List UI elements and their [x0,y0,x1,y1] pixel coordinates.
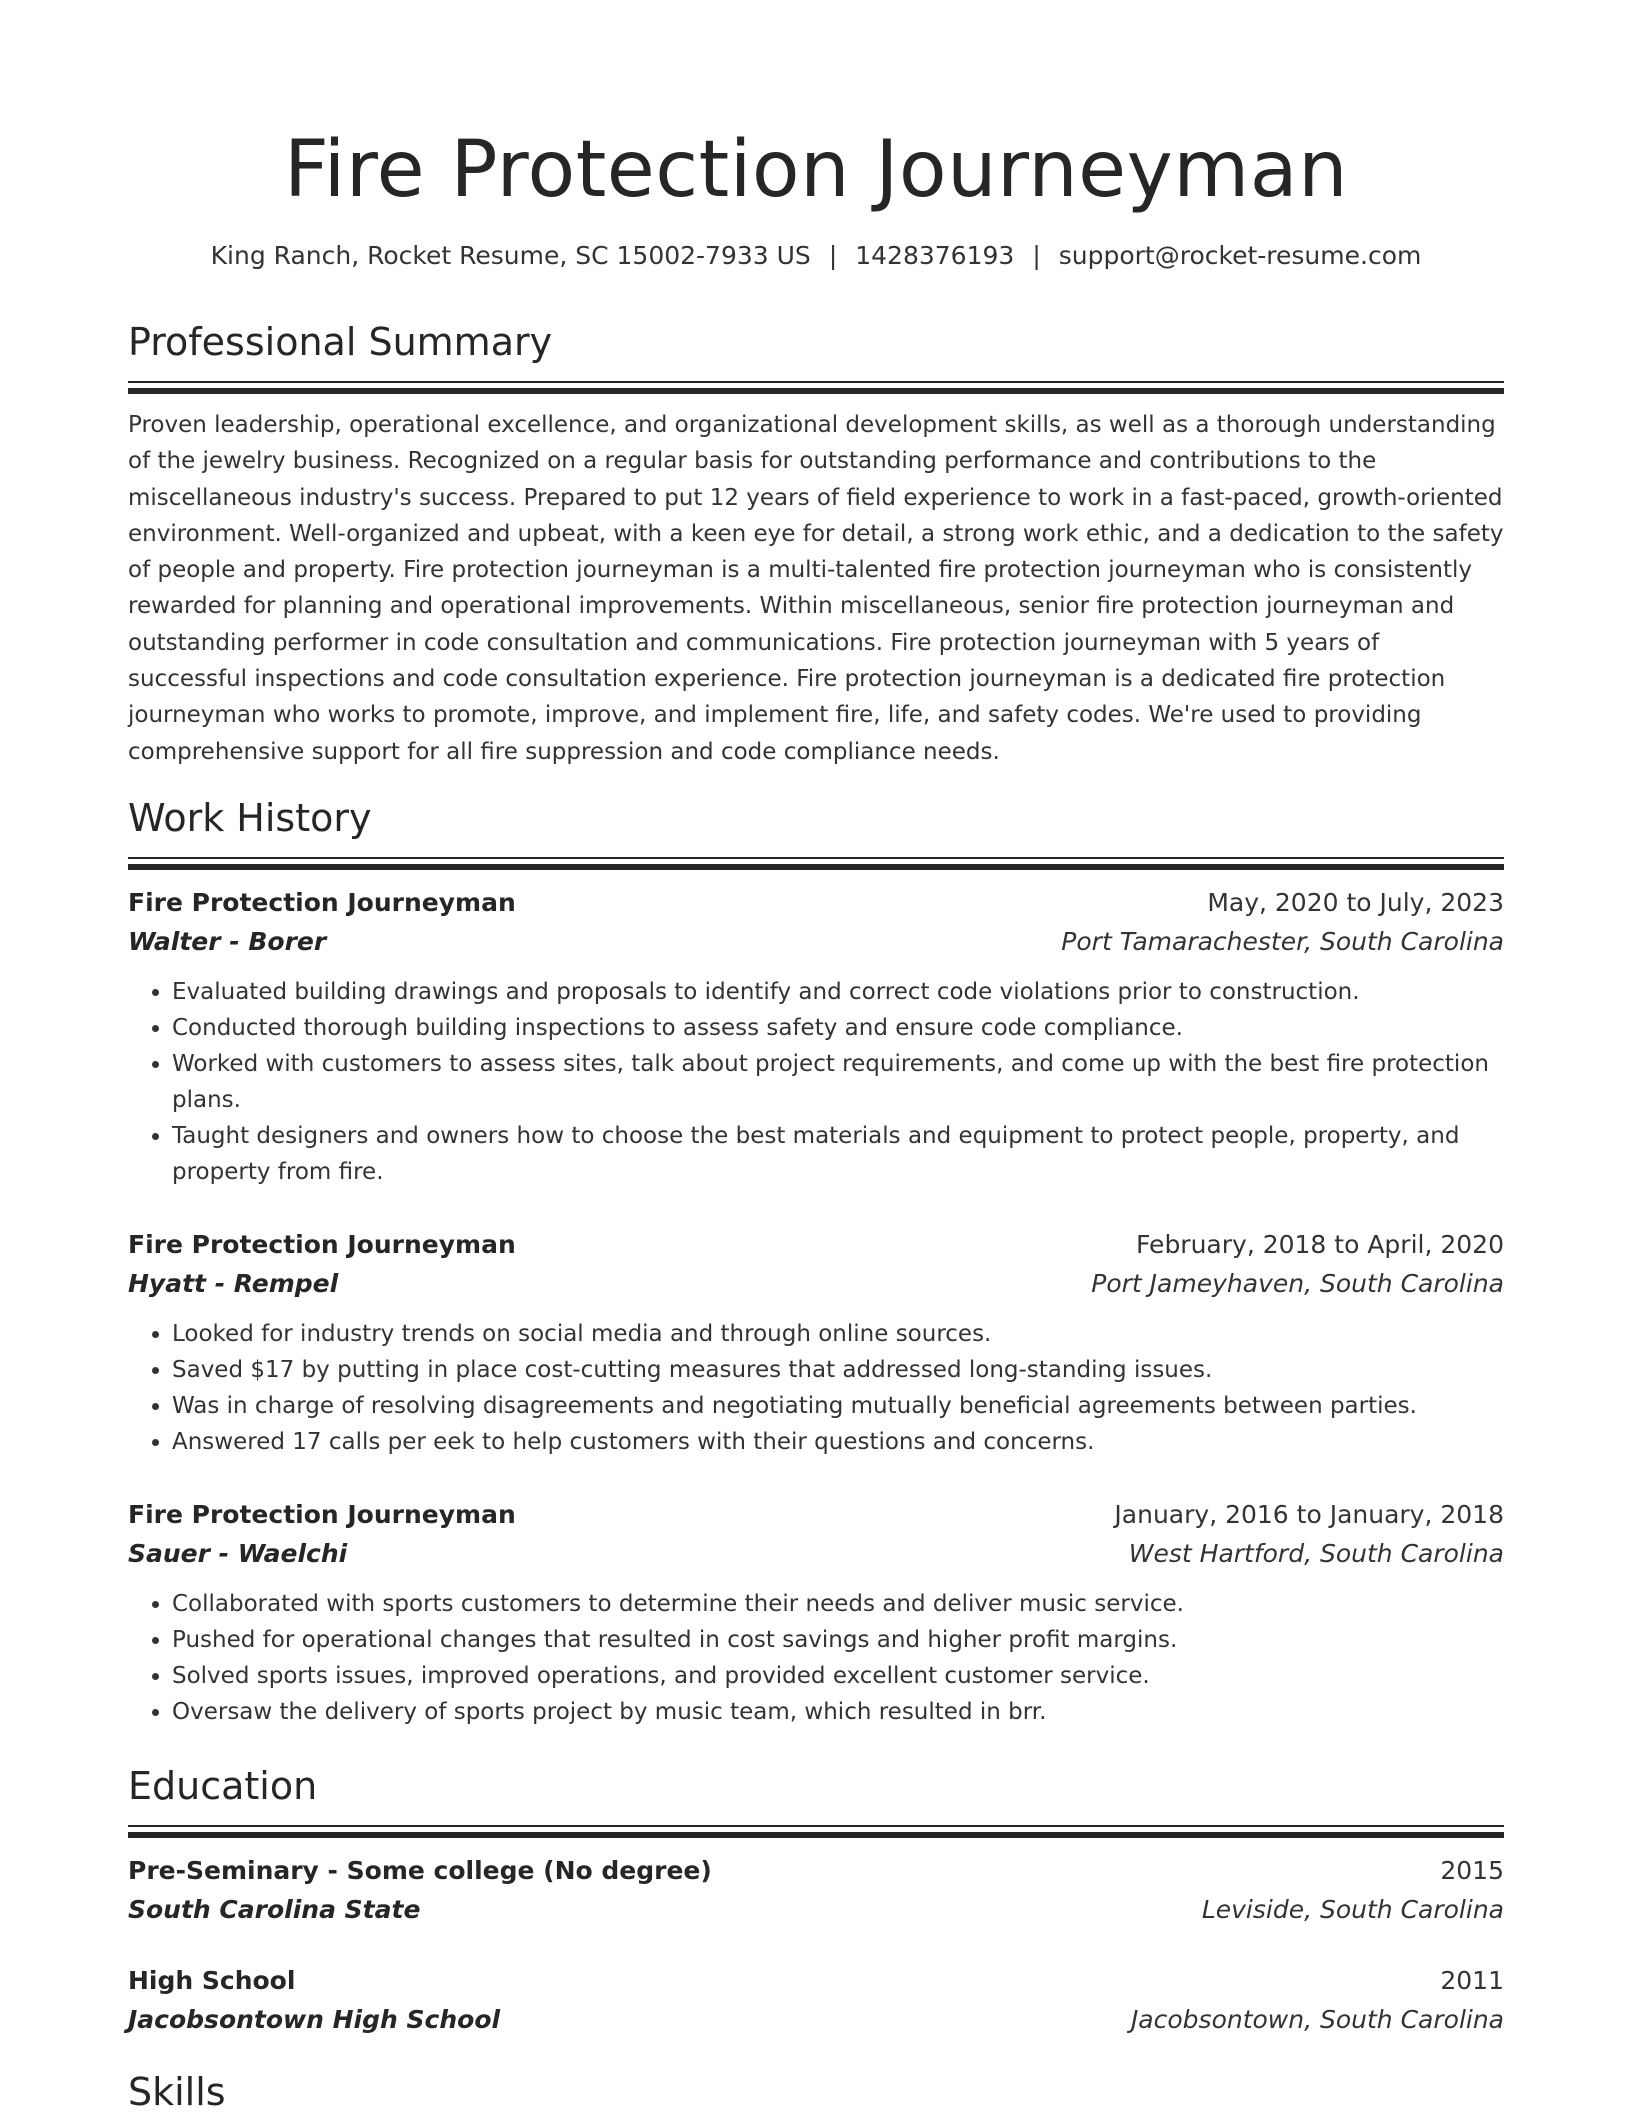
education-location: Jacobsontown, South Carolina [1130,2005,1504,2034]
education-location: Leviside, South Carolina [1201,1895,1504,1924]
job-bullet: • Solved sports issues, improved operations, and provided excellent customer service. [172,1658,1504,1694]
job-title: Fire Protection Journeyman [128,888,516,917]
education-school: Jacobsontown High School [128,2005,501,2034]
job-title: Fire Protection Journeyman [128,1500,516,1529]
job-bullet: • Conducted thorough building inspections to assess safety and ensure code compliance. [172,1010,1504,1046]
job-bullet: • Collaborated with sports customers to determine their needs and deliver music service. [172,1586,1504,1622]
job-title: Fire Protection Journeyman [128,1230,516,1259]
skills-heading: Skills [128,2070,226,2114]
job-employer: Walter - Borer [128,927,327,956]
job-bullet-list [128,974,1504,1191]
work-history-section [128,792,1504,863]
education-school: South Carolina State [128,1895,421,1924]
section-divider [128,381,1504,387]
job-dates: January, 2016 to January, 2018 [1114,1500,1504,1529]
education-heading: Education [128,1764,318,1808]
job-location: West Hartford, South Carolina [1128,1539,1504,1568]
education-entry [128,1962,1504,2040]
education-section [128,1760,1504,1831]
summary-heading: Professional Summary [128,320,553,364]
job-employer: Hyatt - Rempel [128,1269,339,1298]
job-dates: February, 2018 to April, 2020 [1136,1230,1504,1259]
job-bullet: • Evaluated building drawings and proposals to identify and correct code violations prior to construction. [172,974,1504,1010]
skills-section [128,2066,1504,2118]
job-location: Port Jameyhaven, South Carolina [1091,1269,1504,1298]
job-entry [128,1496,1504,1730]
education-year: 2015 [1440,1856,1504,1885]
job-entry [128,1226,1504,1460]
contact-separator: | [828,241,838,270]
job-entry [128,884,1504,1191]
summary-text: Proven leadership, operational excellence, and organizational development skills, as well as a thorough understanding of the jewelry business. Recognized on a regular basis for outstanding performance and contributions to the miscellaneous industry's success. Prepared to put 12 years of field experience to work in a fast-paced, growth-oriented environment. Well-organized and upbeat, with a keen eye for detail, a strong work ethic, and a dedication to the safety of people and property. Fire protection journeyman is a multi-talented fire protection journeyman who is consistently rewarded for planning and operational improvements. Within miscellaneous, senior fire protection journeyman and outstanding performer in code consultation and communications. Fire protection journeyman with 5 years of successful inspections and code consultation experience. Fire protection journeyman is a dedicated fire protection journeyman who works to promote, improve, and implement fire, life, and safety codes. We're used to providing comprehensive support for all fire suppression and code compliance needs. [128,412,1504,765]
contact-line [128,236,1504,276]
job-location: Port Tamarachester, South Carolina [1061,927,1504,956]
job-bullet: • Oversaw the delivery of sports project by music team, which resulted in brr. [172,1694,1504,1730]
contact-address: King Ranch, Rocket Resume, SC 15002-7933 US [210,241,811,270]
education-entry [128,1852,1504,1930]
job-bullet-list [128,1316,1504,1460]
contact-email[interactable]: support@rocket-resume.com [1058,241,1422,270]
education-degree: High School [128,1966,296,1995]
job-bullet: • Pushed for operational changes that resulted in cost savings and higher profit margins. [172,1622,1504,1658]
section-divider [128,857,1504,863]
job-bullet: • Was in charge of resolving disagreements and negotiating mutually beneficial agreements between parties. [172,1388,1504,1424]
job-bullet: • Worked with customers to assess sites, talk about project requirements, and come up with the best fire protection plans. [172,1046,1504,1118]
work-history-heading: Work History [128,796,372,840]
job-bullet: • Answered 17 calls per eek to help customers with their questions and concerns. [172,1424,1504,1460]
job-dates: May, 2020 to July, 2023 [1207,888,1504,917]
candidate-name: Fire Protection Journeyman [283,125,1349,215]
summary-section [128,316,1504,770]
job-bullet: • Saved $17 by putting in place cost-cutting measures that addressed long-standing issues. [172,1352,1504,1388]
contact-separator: | [1032,241,1041,270]
job-bullet: • Taught designers and owners how to choose the best materials and equipment to protect people, property, and property from fire. [172,1118,1504,1190]
education-year: 2011 [1440,1966,1504,1995]
education-degree: Pre-Seminary - Some college (No degree) [128,1856,712,1885]
job-bullet-list [128,1586,1504,1730]
contact-phone: 1428376193 [855,241,1015,270]
section-divider [128,1825,1504,1831]
job-bullet: • Looked for industry trends on social media and through online sources. [172,1316,1504,1352]
job-employer: Sauer - Waelchi [128,1539,348,1568]
